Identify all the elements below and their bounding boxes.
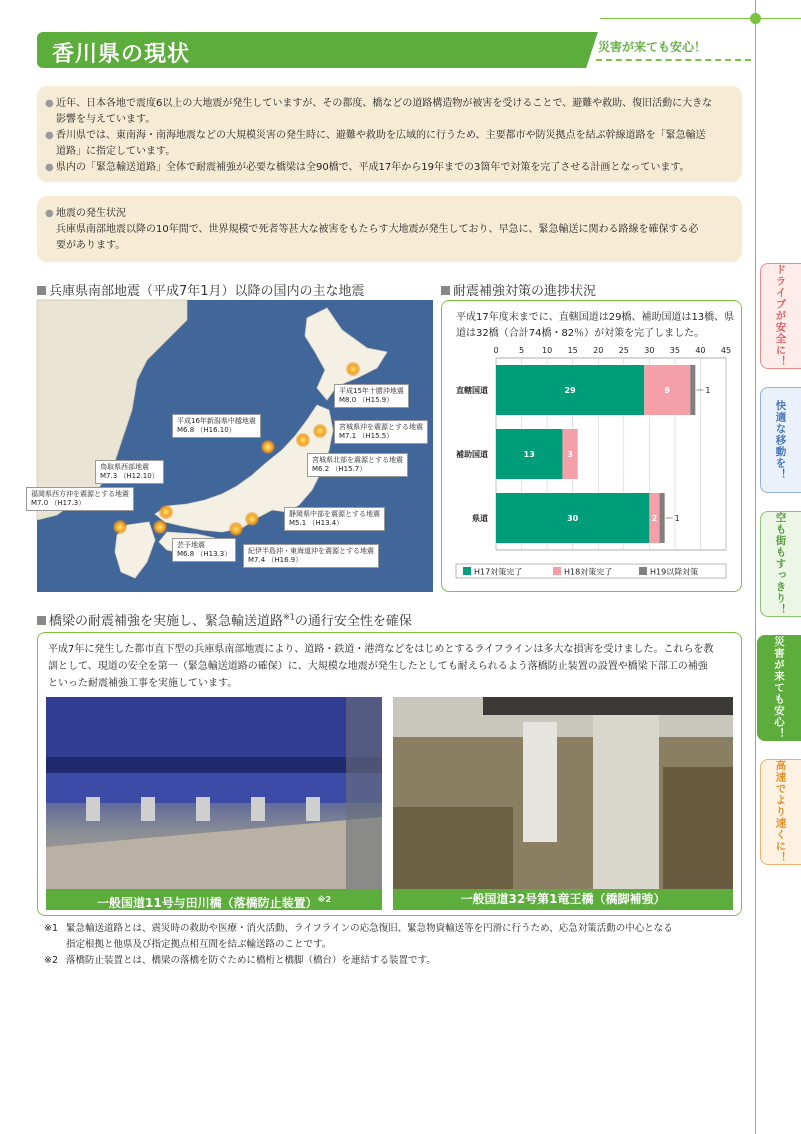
bar-segment <box>690 365 695 415</box>
legend-label: H18対策完了 <box>564 567 613 577</box>
chart-title-text: 耐震補強対策の進捗状況 <box>453 284 597 299</box>
photo1-caption: 一般国道11号与田川橋（落橋防止装置）$^{※2}$ <box>46 889 382 910</box>
note-text: 落橋防止装置とは、橋梁の落橋を防ぐために橋桁と橋脚（橋台）を連結する装置です。 <box>66 955 436 966</box>
intro-text: 香川県では、東南海・南海地震などの大規模災害の発生時に、避難や救助を広域的に行うため、主要都市や防災拠点を結ぶ幹線道路を「緊急輸送 <box>56 130 706 141</box>
border-line-top <box>600 18 801 19</box>
quake-label: 宮城県沖を震源とする地震 M7.1 （H15.5） <box>334 420 428 444</box>
earthquake-text: 要があります。 <box>56 240 126 251</box>
footnotes <box>44 921 744 969</box>
quake-label: 静岡県中部を震源とする地震 M5.1 （H13.4） <box>284 507 385 531</box>
data-label: 2 <box>651 514 658 523</box>
legend-swatch <box>639 567 647 575</box>
quake-marker <box>245 512 259 526</box>
x-tick-label: 0 <box>493 346 499 355</box>
intro-text: 影響を与えています。 <box>56 114 156 125</box>
progress-chart <box>441 340 742 590</box>
square-icon <box>441 286 450 295</box>
x-tick-label: 10 <box>542 346 553 355</box>
quake-marker <box>113 520 127 534</box>
quake-marker <box>296 433 310 447</box>
quake-marker <box>261 440 275 454</box>
quake-label: 平成16年新潟県中越地震 M6.8 （H16.10） <box>172 414 261 438</box>
tab-disaster-safe[interactable]: 災害が来ても安心！ <box>757 635 801 741</box>
bullet-icon: ● <box>45 208 54 219</box>
legend-label: H17対策完了 <box>474 567 523 577</box>
bar-segment <box>660 493 665 543</box>
square-icon <box>37 616 46 625</box>
bridge-title-tail: の通行安全性を確保 <box>294 614 412 629</box>
data-label: 1 <box>705 386 711 395</box>
quake-label: 平成15年十勝沖地震 M8.0 （H15.9） <box>334 384 409 408</box>
note-mark: ※1 <box>44 923 59 934</box>
x-tick-label: 40 <box>695 346 706 355</box>
bridge-photo-ryuo <box>393 697 733 891</box>
data-label: 13 <box>523 450 535 459</box>
tab-clean-city[interactable]: 空も街もすっきり！ <box>760 511 801 617</box>
chart-description: 平成17年度末までに、直轄国道は29橋、補助国道は13橋、県道は32橋（合計74橋・82％）が対策を完了しました。 <box>456 312 735 339</box>
border-line <box>755 0 756 1134</box>
earthquake-text: 兵庫県南部地震以降の10年間で、世界規模で死者等甚大な被害をもたらす大地震が発生しており、早急に、緊急輸送に関わる路線を確保する必 <box>56 224 699 235</box>
tab-faster-travel[interactable]: 高速でより速くに！ <box>760 759 801 865</box>
photo2-art <box>393 697 733 891</box>
x-tick-label: 25 <box>618 346 629 355</box>
bullet-icon: ● <box>45 162 54 173</box>
bridge-photo-yodagawa <box>46 697 382 891</box>
quake-label: 紀伊半島沖・東海道沖を震源とする地震 M7.4 （H16.9） <box>243 544 379 568</box>
quake-marker <box>153 520 167 534</box>
quake-label: 芸予地震 M6.8 （H13.3） <box>172 538 236 562</box>
x-tick-label: 15 <box>567 346 578 355</box>
intro-box <box>37 86 742 182</box>
chart-section-title <box>441 280 596 299</box>
legend-swatch <box>553 567 561 575</box>
bullet-icon: ● <box>45 98 54 109</box>
bridge-text-line: 平成7年に発生した都市直下型の兵庫県南部地震により、道路・鉄道・港湾などをはじめとするライフラインは多大な損害を受けました。これらを教 <box>48 644 714 655</box>
x-tick-label: 30 <box>644 346 655 355</box>
intro-text: 近年、日本各地で震度6以上の大地震が発生していますが、その都度、橋などの道路構造物が被害を受けることで、避難や救助、復旧活動に大きな <box>56 98 713 109</box>
bullet-icon: ● <box>45 130 54 141</box>
photo1-art <box>46 697 382 891</box>
square-icon <box>37 286 46 295</box>
map-title-text: 兵庫県南部地震（平成7年1月）以降の国内の主な地震 <box>49 284 365 299</box>
note-text: 緊急輸送道路とは、震災時の救助や医療・消火活動、ライフラインの応急復旧、緊急物資輸送等を円滑に行うため、応急対策活動の中心となる <box>66 923 673 934</box>
bridge-title-note: ※1 <box>283 612 295 622</box>
category-label: 補助国道 <box>456 450 488 459</box>
earthquake-heading: 地震の発生状況 <box>56 208 126 219</box>
quake-marker <box>346 362 360 376</box>
data-label: 29 <box>564 386 576 395</box>
corner-dot <box>750 13 761 24</box>
data-label: 1 <box>674 514 680 523</box>
category-label: 県道 <box>472 514 488 523</box>
quake-marker <box>229 522 243 536</box>
bridge-text-line: 訓として、現道の安全を第一（緊急輸送道路の確保）に、大規模な地震が発生したとしても耐えられるよう落橋防止装置の設置や橋梁下部工の補強 <box>48 661 708 672</box>
quake-marker <box>313 424 327 438</box>
legend-swatch <box>463 567 471 575</box>
note-text: 指定根拠と他県及び指定拠点相互間を結ぶ輸送路のことです。 <box>66 939 332 950</box>
x-tick-label: 35 <box>669 346 680 355</box>
quake-label: 鳥取県西部地震 M7.3 （H12.10） <box>95 460 164 484</box>
intro-text: 県内の「緊急輸送道路」全体で耐震補強が必要な橋梁は全90橋で、平成17年から19年までの3箇年で対策を完了させる計画となっています。 <box>56 162 690 173</box>
x-tick-label: 45 <box>720 346 732 355</box>
quake-label: 福岡県西方沖を震源とする地震 M7.0 （H17.3） <box>26 487 134 511</box>
tab-drive-safe[interactable]: ドライブが安全に！ <box>760 263 801 369</box>
bridge-text-line: といった耐震補強工事を実施しています。 <box>48 678 238 689</box>
bridge-section-title <box>37 610 412 629</box>
data-label: 3 <box>567 450 573 459</box>
quake-label: 宮城県北部を震源とする地震 M6.2 （H15.7） <box>307 453 408 477</box>
note-mark: ※2 <box>44 955 59 966</box>
category-label: 直轄国道 <box>456 386 488 395</box>
page-title: 香川県の現状 <box>52 42 191 67</box>
x-tick-label: 20 <box>593 346 604 355</box>
photo2-caption: 一般国道32号第1竜王橋（橋脚補強） <box>393 889 733 910</box>
bridge-title-text: 橋梁の耐震補強を実施し、緊急輸送道路 <box>49 614 284 629</box>
header-divider <box>596 59 751 61</box>
bridge-text <box>48 641 733 692</box>
data-label: 30 <box>567 514 579 523</box>
x-tick-label: 5 <box>519 346 525 355</box>
legend-label: H19以降対策 <box>650 567 699 577</box>
quake-marker <box>159 505 173 519</box>
earthquake-box <box>37 196 742 262</box>
tab-comfortable-travel[interactable]: 快適な移動を！ <box>760 387 801 493</box>
intro-text: 道路」に指定しています。 <box>56 146 176 157</box>
header-tag: 災害が来ても安心！ <box>598 40 707 54</box>
japan-map <box>31 300 433 592</box>
map-section-title <box>37 280 365 299</box>
data-label: 9 <box>664 386 671 395</box>
